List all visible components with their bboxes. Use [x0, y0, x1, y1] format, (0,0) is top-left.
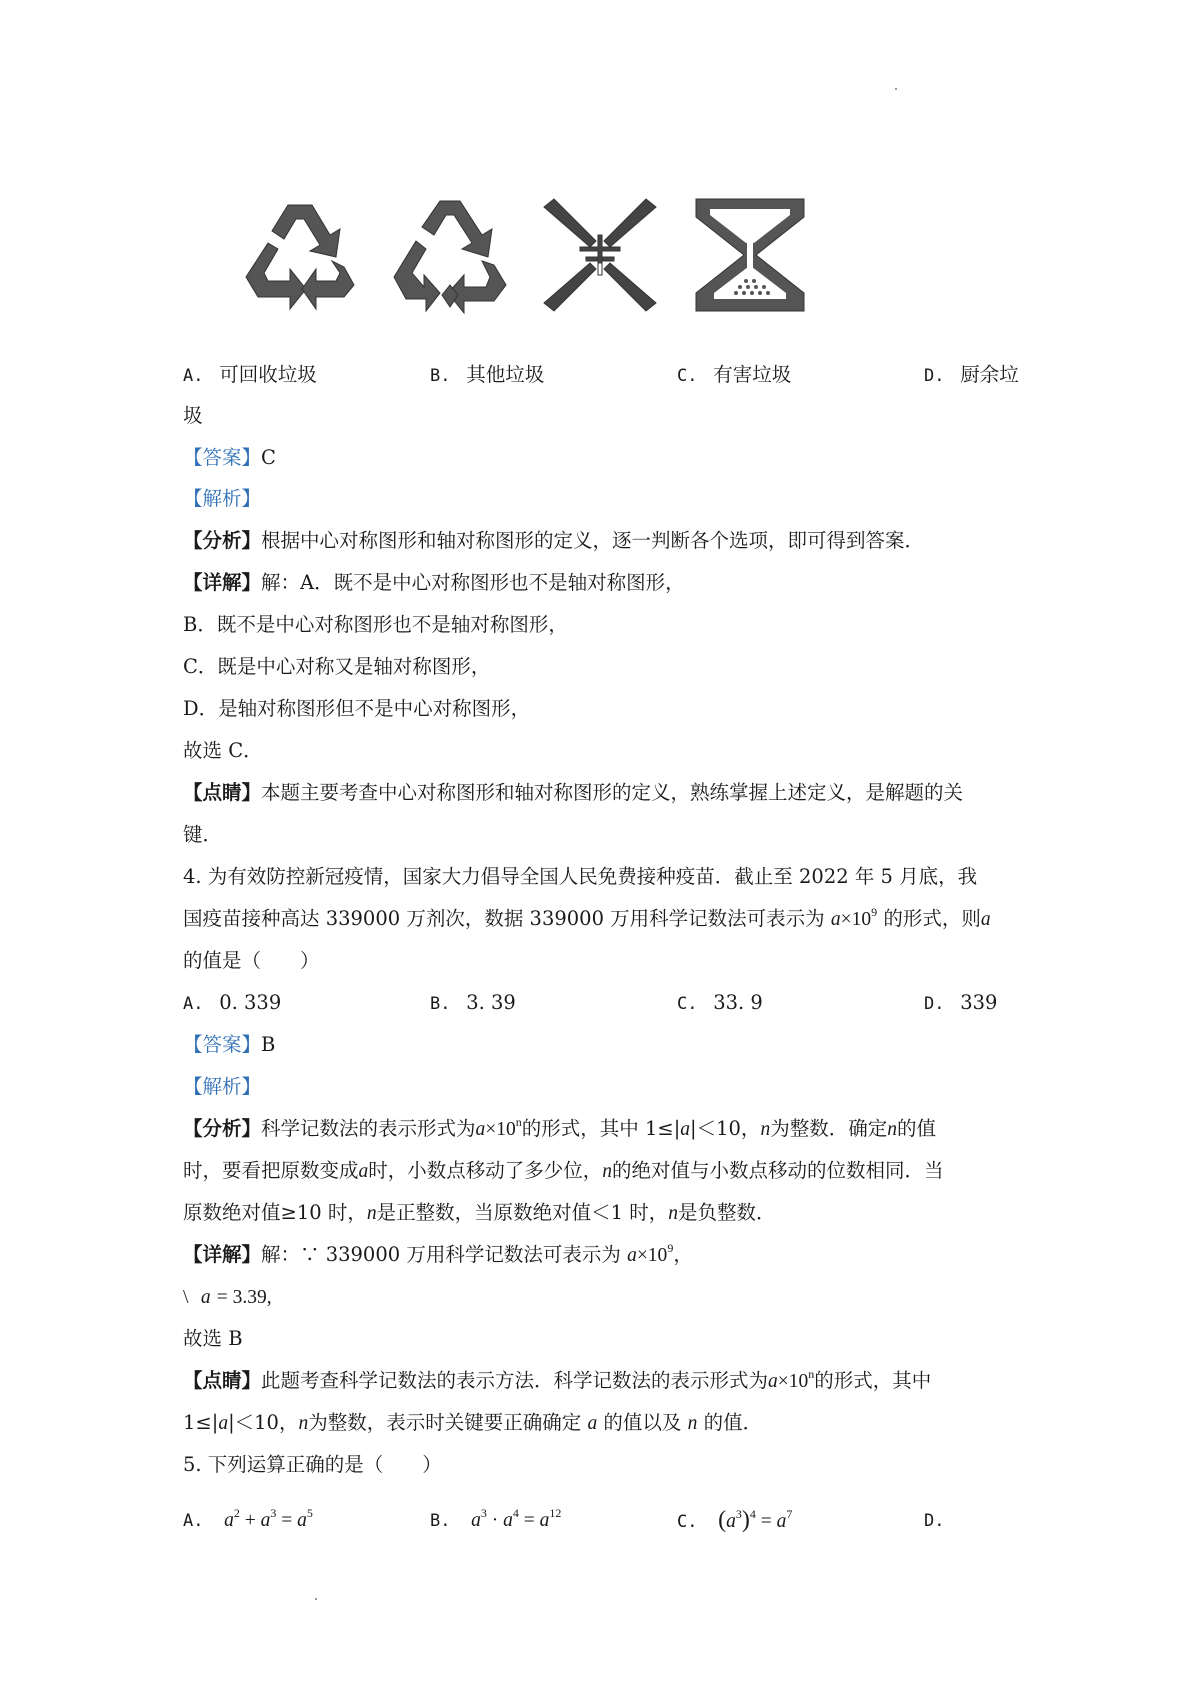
q3-option-c [677, 360, 791, 391]
answer-value: B [261, 1033, 276, 1056]
analysis-tag: 【解析】 [183, 1075, 262, 1098]
q4-option-a [183, 988, 281, 1019]
q4-answer [183, 1030, 275, 1060]
q4-xiangjie [183, 1240, 693, 1271]
q5-option-d [924, 1505, 954, 1536]
dianjing-text: 此题考查科学记数法的表示方法．科学记数法的表示形式为 [261, 1369, 769, 1392]
dianjing-text: 1≤| [183, 1411, 219, 1434]
q4-fenxi [183, 1114, 936, 1145]
fenxi-text: 科学记数法的表示形式为 [261, 1117, 476, 1140]
q4-dianjing-line2 [183, 1408, 762, 1439]
var-a: a [587, 1413, 598, 1434]
var-a: a [768, 1371, 778, 1392]
therefore-symbol: \ [183, 1287, 189, 1308]
q4-result [183, 1282, 272, 1313]
var-n: n [366, 1203, 377, 1224]
fenxi-text: 时，要看把原数变成 [183, 1159, 359, 1182]
xiangjie-line: D．是轴对称图形但不是中心对称图形， [183, 697, 531, 720]
option-text: 其他垃圾 [466, 363, 545, 386]
option-formula: $a^2 + a^3 = a^5$ [224, 1506, 313, 1531]
option-text: 有害垃圾 [713, 363, 792, 386]
times-ten: ×10 [636, 1245, 668, 1266]
option-text: 0. 339 [219, 991, 282, 1014]
option-letter: C. [677, 1512, 698, 1532]
xiangjie-line: C．既是中心对称又是轴对称图形， [183, 655, 491, 678]
option-letter: D. [924, 366, 945, 386]
dianjing-text: 为整数，表示时关键要正确确定 [308, 1411, 582, 1434]
var-a: a [830, 909, 841, 930]
result-value: = 3.39, [216, 1287, 272, 1308]
exponent: n [515, 1115, 522, 1129]
dianjing-text: 的值以及 [603, 1411, 682, 1434]
var-n: n [298, 1413, 309, 1434]
dianjing-text: |＜10， [228, 1411, 299, 1434]
option-letter: B. [430, 994, 451, 1014]
q3-option-d-wrap: 圾 [183, 404, 203, 427]
var-a: a [218, 1413, 229, 1434]
answer-tag: 【答案】 [183, 446, 262, 469]
option-formula: $(a^3)^4 = a^7$ [718, 1507, 793, 1533]
q4-dianjing [183, 1366, 931, 1397]
option-text: 339 [960, 991, 998, 1014]
recycle-icon [240, 195, 360, 315]
q5-stem: 5. 下列运算正确的是（ ） [183, 1453, 442, 1476]
var-a: a [200, 1287, 211, 1308]
option-letter: A. [183, 366, 204, 386]
var-n: n [687, 1413, 698, 1434]
xiangjie-text: 解：∵ 339000 万用科学记数法可表示为 [261, 1243, 621, 1266]
fenxi-text: 原数绝对值≥10 时， [183, 1201, 367, 1224]
option-text: 可回收垃圾 [219, 363, 317, 386]
stem-text: 的形式，则 [883, 907, 981, 930]
q3-dianjing [183, 778, 963, 808]
q5-option-c [677, 1505, 792, 1537]
fenxi-tag: 【分析】 [183, 529, 262, 552]
option-letter: C. [677, 994, 698, 1014]
var-a: a [980, 909, 991, 930]
var-a: a [680, 1119, 691, 1140]
xiangjie-line: B．既不是中心对称图形也不是轴对称图形， [183, 613, 568, 636]
hazardous-waste-icon [540, 195, 660, 315]
fenxi-text: 根据中心对称图形和轴对称图形的定义，逐一判断各个选项，即可得到答案． [261, 529, 925, 552]
dianjing-text: 的值． [703, 1411, 763, 1434]
exponent: n [808, 1367, 815, 1381]
q4-analysis-tag [183, 1072, 261, 1102]
exponent: 9 [871, 905, 878, 919]
fenxi-text: 是负整数． [677, 1201, 776, 1224]
q4-stem-line [183, 904, 991, 935]
var-n: n [668, 1203, 678, 1224]
q4-option-d [924, 988, 997, 1019]
fenxi-text: 的值 [896, 1117, 936, 1140]
q4-stem-line: 的值是（ ） [183, 949, 320, 972]
option-text: 33. 9 [713, 991, 763, 1014]
fenxi-tag: 【分析】 [183, 1117, 262, 1140]
fenxi-text: 为整数．确定 [770, 1117, 888, 1140]
answer-tag: 【答案】 [183, 1033, 262, 1056]
fenxi-text: |＜10， [690, 1117, 761, 1140]
xiangjie-text: ， [673, 1243, 693, 1266]
q3-answer [183, 443, 276, 473]
dianjing-text: 的形式，其中 [814, 1369, 932, 1392]
times-ten: ×10 [840, 909, 872, 930]
option-text: 厨余垃 [960, 363, 1019, 386]
var-n: n [760, 1119, 771, 1140]
var-n: n [887, 1119, 897, 1140]
option-letter: D. [924, 1511, 945, 1531]
q4-option-c [677, 988, 763, 1019]
times-ten: ×10 [485, 1119, 516, 1140]
q4-choose: 故选 B [183, 1327, 243, 1350]
scan-dot [315, 1598, 317, 1600]
analysis-tag: 【解析】 [183, 487, 262, 510]
option-letter: A. [183, 994, 204, 1014]
fenxi-text: 的形式，其中 1≤| [521, 1117, 681, 1140]
fenxi-text: 的绝对值与小数点移动的位数相同．当 [612, 1159, 944, 1182]
exponent: 9 [667, 1241, 674, 1255]
q4-stem-line: 4. 为有效防控新冠疫情，国家大力倡导全国人民免费接种疫苗．截止至 2022 年 5 月底，我 [183, 865, 978, 888]
scan-dot [895, 88, 897, 90]
var-a: a [475, 1119, 486, 1140]
q4-fenxi-line3 [183, 1198, 775, 1229]
q5-option-b [430, 1505, 561, 1536]
answer-value: C [261, 446, 276, 469]
stem-text: 国疫苗接种高达 339000 万剂次，数据 339000 万用科学记数法可表示为 [183, 907, 825, 930]
q3-option-a [183, 360, 317, 391]
fenxi-text: 是正整数，当原数绝对值＜1 时， [376, 1201, 669, 1224]
dianjing-text: 键． [183, 823, 223, 846]
dianjing-text: 本题主要考查中心对称图形和轴对称图形的定义，熟练掌握上述定义，是解题的关 [261, 781, 964, 804]
q3-fenxi [183, 526, 924, 556]
q4-fenxi-line2 [183, 1156, 944, 1187]
xiangjie-line: 故选 C． [183, 739, 263, 762]
option-letter: A. [183, 1511, 204, 1531]
kitchen-waste-icon [690, 195, 810, 315]
option-letter: D. [924, 994, 945, 1014]
sci-notation [830, 905, 878, 930]
dianjing-tag: 【点睛】 [183, 1369, 262, 1392]
xiangjie-tag: 【详解】 [183, 1243, 262, 1266]
dianjing-tag: 【点睛】 [183, 781, 262, 804]
q5-option-a [183, 1505, 313, 1536]
option-formula: $a^3 \cdot a^4 = a^{12}$ [471, 1506, 562, 1531]
fenxi-text: 时，小数点移动了多少位， [368, 1159, 603, 1182]
option-letter: B. [430, 1511, 451, 1531]
option-letter: C. [677, 366, 698, 386]
option-text: 3. 39 [466, 991, 516, 1014]
waste-icons-row [240, 195, 820, 315]
xiangjie-line: 解：A．既不是中心对称图形也不是轴对称图形， [261, 571, 685, 594]
q4-option-b [430, 988, 516, 1019]
option-letter: B. [430, 366, 451, 386]
q3-xiangjie [183, 568, 685, 598]
sci-notation [627, 1241, 674, 1266]
xiangjie-tag: 【详解】 [183, 571, 262, 594]
other-waste-icon [390, 195, 510, 315]
q3-option-d [924, 360, 1019, 391]
var-a: a [627, 1245, 637, 1266]
q3-analysis-tag [183, 484, 261, 514]
times-ten: ×10 [777, 1371, 809, 1392]
var-a: a [358, 1161, 369, 1182]
var-n: n [602, 1161, 613, 1182]
q3-option-b [430, 360, 544, 391]
